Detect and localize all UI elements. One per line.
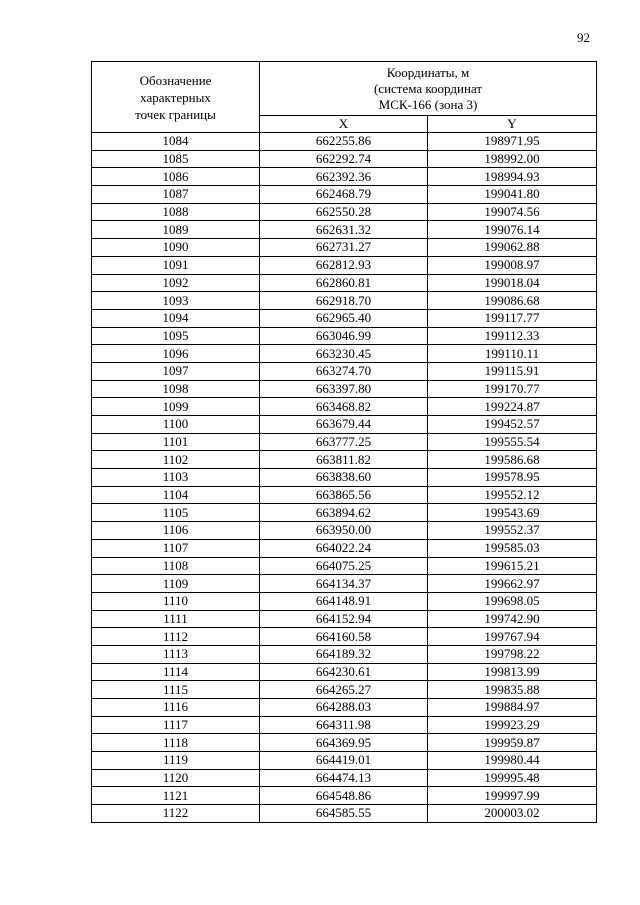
table-row — [92, 805, 597, 823]
table-row — [92, 663, 597, 681]
table-row — [92, 362, 597, 380]
table-row — [92, 398, 597, 416]
x-coordinate-cell: 664160.58 — [260, 628, 428, 646]
table-row — [92, 451, 597, 469]
y-coordinate-cell: 199995.48 — [428, 769, 597, 787]
point-id-cell: 1122 — [92, 805, 260, 823]
point-id-cell: 1118 — [92, 734, 260, 752]
y-coordinate-cell: 199585.03 — [428, 539, 597, 557]
x-coordinate-cell: 662550.28 — [260, 203, 428, 221]
point-id-cell: 1111 — [92, 610, 260, 628]
y-coordinate-cell: 199008.97 — [428, 256, 597, 274]
table-row — [92, 769, 597, 787]
y-coordinate-cell: 198992.00 — [428, 150, 597, 168]
x-coordinate-cell: 664022.24 — [260, 539, 428, 557]
y-coordinate-cell: 199980.44 — [428, 752, 597, 770]
table-row — [92, 239, 597, 257]
point-id-cell: 1109 — [92, 575, 260, 593]
x-coordinate-cell: 664474.13 — [260, 769, 428, 787]
table-row — [92, 699, 597, 717]
table-row — [92, 628, 597, 646]
table-header-row — [92, 62, 597, 116]
x-coordinate-cell: 663894.62 — [260, 504, 428, 522]
y-coordinate-cell: 199062.88 — [428, 239, 597, 257]
table-row — [92, 186, 597, 204]
table-row — [92, 380, 597, 398]
header-points-line: точек границы — [135, 106, 216, 122]
point-id-cell: 1097 — [92, 362, 260, 380]
x-coordinate-cell: 662392.36 — [260, 168, 428, 186]
table-row — [92, 681, 597, 699]
table-row — [92, 221, 597, 239]
y-coordinate-cell: 199041.80 — [428, 186, 597, 204]
y-coordinate-cell: 199742.90 — [428, 610, 597, 628]
y-coordinate-cell: 199555.54 — [428, 433, 597, 451]
x-coordinate-cell: 664189.32 — [260, 645, 428, 663]
table-row — [92, 557, 597, 575]
table-row — [92, 203, 597, 221]
y-coordinate-cell: 199798.22 — [428, 645, 597, 663]
point-id-cell: 1115 — [92, 681, 260, 699]
point-id-cell: 1094 — [92, 309, 260, 327]
point-id-cell: 1113 — [92, 645, 260, 663]
point-id-cell: 1104 — [92, 486, 260, 504]
point-id-cell: 1112 — [92, 628, 260, 646]
y-coordinate-cell: 199578.95 — [428, 469, 597, 487]
y-coordinate-cell: 199086.68 — [428, 292, 597, 310]
x-coordinate-cell: 663777.25 — [260, 433, 428, 451]
header-coordinates — [260, 62, 597, 116]
y-coordinate-cell: 199112.33 — [428, 327, 597, 345]
point-id-cell: 1103 — [92, 469, 260, 487]
x-coordinate-cell: 663865.56 — [260, 486, 428, 504]
table-row — [92, 716, 597, 734]
y-coordinate-cell: 199923.29 — [428, 716, 597, 734]
x-coordinate-cell: 662918.70 — [260, 292, 428, 310]
point-id-cell: 1086 — [92, 168, 260, 186]
x-coordinate-cell: 663838.60 — [260, 469, 428, 487]
page-number: 92 — [577, 30, 590, 45]
table-row — [92, 469, 597, 487]
header-x: X — [260, 115, 428, 133]
x-coordinate-cell: 664075.25 — [260, 557, 428, 575]
x-coordinate-cell: 662860.81 — [260, 274, 428, 292]
x-coordinate-cell: 664369.95 — [260, 734, 428, 752]
table-row — [92, 256, 597, 274]
x-coordinate-cell: 662631.32 — [260, 221, 428, 239]
header-coordinates-line: (система координат — [373, 81, 483, 97]
x-coordinate-cell: 663274.70 — [260, 362, 428, 380]
header-coordinates-line: Координаты, м — [386, 65, 470, 81]
y-coordinate-cell: 199452.57 — [428, 416, 597, 434]
x-coordinate-cell: 664288.03 — [260, 699, 428, 717]
y-coordinate-cell: 199884.97 — [428, 699, 597, 717]
x-coordinate-cell: 664311.98 — [260, 716, 428, 734]
point-id-cell: 1100 — [92, 416, 260, 434]
table-row — [92, 133, 597, 151]
x-coordinate-cell: 663230.45 — [260, 345, 428, 363]
point-id-cell: 1106 — [92, 522, 260, 540]
x-coordinate-cell: 664134.37 — [260, 575, 428, 593]
table-row — [92, 168, 597, 186]
table-row — [92, 504, 597, 522]
table-row — [92, 327, 597, 345]
table-row — [92, 610, 597, 628]
point-id-cell: 1119 — [92, 752, 260, 770]
point-id-cell: 1092 — [92, 274, 260, 292]
y-coordinate-cell: 199018.04 — [428, 274, 597, 292]
y-coordinate-cell: 198994.93 — [428, 168, 597, 186]
y-coordinate-cell: 199543.69 — [428, 504, 597, 522]
y-coordinate-cell: 199552.37 — [428, 522, 597, 540]
header-points — [92, 62, 260, 133]
x-coordinate-cell: 664419.01 — [260, 752, 428, 770]
point-id-cell: 1099 — [92, 398, 260, 416]
table-row — [92, 734, 597, 752]
table-row — [92, 592, 597, 610]
coordinates-table — [91, 61, 597, 823]
y-coordinate-cell: 199586.68 — [428, 451, 597, 469]
y-coordinate-cell: 199615.21 — [428, 557, 597, 575]
point-id-cell: 1087 — [92, 186, 260, 204]
y-coordinate-cell: 200003.02 — [428, 805, 597, 823]
header-y: Y — [428, 115, 597, 133]
y-coordinate-cell: 199767.94 — [428, 628, 597, 646]
x-coordinate-cell: 664548.86 — [260, 787, 428, 805]
point-id-cell: 1085 — [92, 150, 260, 168]
x-coordinate-cell: 664265.27 — [260, 681, 428, 699]
table-body — [92, 133, 597, 823]
point-id-cell: 1114 — [92, 663, 260, 681]
table-row — [92, 309, 597, 327]
x-coordinate-cell: 662468.79 — [260, 186, 428, 204]
y-coordinate-cell: 199224.87 — [428, 398, 597, 416]
header-points-line: характерных — [140, 89, 211, 105]
y-coordinate-cell: 199076.14 — [428, 221, 597, 239]
table-row — [92, 575, 597, 593]
point-id-cell: 1096 — [92, 345, 260, 363]
header-points-line: Обозначение — [139, 72, 212, 88]
table-row — [92, 752, 597, 770]
table-row — [92, 416, 597, 434]
point-id-cell: 1093 — [92, 292, 260, 310]
x-coordinate-cell: 662965.40 — [260, 309, 428, 327]
point-id-cell: 1101 — [92, 433, 260, 451]
point-id-cell: 1095 — [92, 327, 260, 345]
x-coordinate-cell: 664148.91 — [260, 592, 428, 610]
point-id-cell: 1102 — [92, 451, 260, 469]
point-id-cell: 1107 — [92, 539, 260, 557]
table-row — [92, 433, 597, 451]
x-coordinate-cell: 663679.44 — [260, 416, 428, 434]
point-id-cell: 1090 — [92, 239, 260, 257]
x-coordinate-cell: 663811.82 — [260, 451, 428, 469]
y-coordinate-cell: 199997.99 — [428, 787, 597, 805]
point-id-cell: 1121 — [92, 787, 260, 805]
y-coordinate-cell: 199110.11 — [428, 345, 597, 363]
y-coordinate-cell: 199074.56 — [428, 203, 597, 221]
x-coordinate-cell: 663397.80 — [260, 380, 428, 398]
y-coordinate-cell: 199115.91 — [428, 362, 597, 380]
table-row — [92, 345, 597, 363]
x-coordinate-cell: 664585.55 — [260, 805, 428, 823]
point-id-cell: 1088 — [92, 203, 260, 221]
header-coordinates-line: МСК-166 (зона 3) — [378, 97, 478, 113]
table-row — [92, 150, 597, 168]
y-coordinate-cell: 199662.97 — [428, 575, 597, 593]
table-row — [92, 522, 597, 540]
point-id-cell: 1098 — [92, 380, 260, 398]
y-coordinate-cell: 199170.77 — [428, 380, 597, 398]
x-coordinate-cell: 663468.82 — [260, 398, 428, 416]
table-row — [92, 645, 597, 663]
x-coordinate-cell: 662731.27 — [260, 239, 428, 257]
point-id-cell: 1108 — [92, 557, 260, 575]
table-row — [92, 292, 597, 310]
x-coordinate-cell: 663950.00 — [260, 522, 428, 540]
y-coordinate-cell: 199959.87 — [428, 734, 597, 752]
point-id-cell: 1084 — [92, 133, 260, 151]
y-coordinate-cell: 199552.12 — [428, 486, 597, 504]
point-id-cell: 1105 — [92, 504, 260, 522]
y-coordinate-cell: 198971.95 — [428, 133, 597, 151]
y-coordinate-cell: 199117.77 — [428, 309, 597, 327]
point-id-cell: 1117 — [92, 716, 260, 734]
y-coordinate-cell: 199835.88 — [428, 681, 597, 699]
table-row — [92, 486, 597, 504]
table-row — [92, 539, 597, 557]
point-id-cell: 1116 — [92, 699, 260, 717]
x-coordinate-cell: 664230.61 — [260, 663, 428, 681]
x-coordinate-cell: 662292.74 — [260, 150, 428, 168]
x-coordinate-cell: 662812.93 — [260, 256, 428, 274]
y-coordinate-cell: 199698.05 — [428, 592, 597, 610]
x-coordinate-cell: 663046.99 — [260, 327, 428, 345]
point-id-cell: 1120 — [92, 769, 260, 787]
table-row — [92, 787, 597, 805]
x-coordinate-cell: 662255.86 — [260, 133, 428, 151]
point-id-cell: 1091 — [92, 256, 260, 274]
point-id-cell: 1110 — [92, 592, 260, 610]
point-id-cell: 1089 — [92, 221, 260, 239]
table-row — [92, 274, 597, 292]
x-coordinate-cell: 664152.94 — [260, 610, 428, 628]
y-coordinate-cell: 199813.99 — [428, 663, 597, 681]
